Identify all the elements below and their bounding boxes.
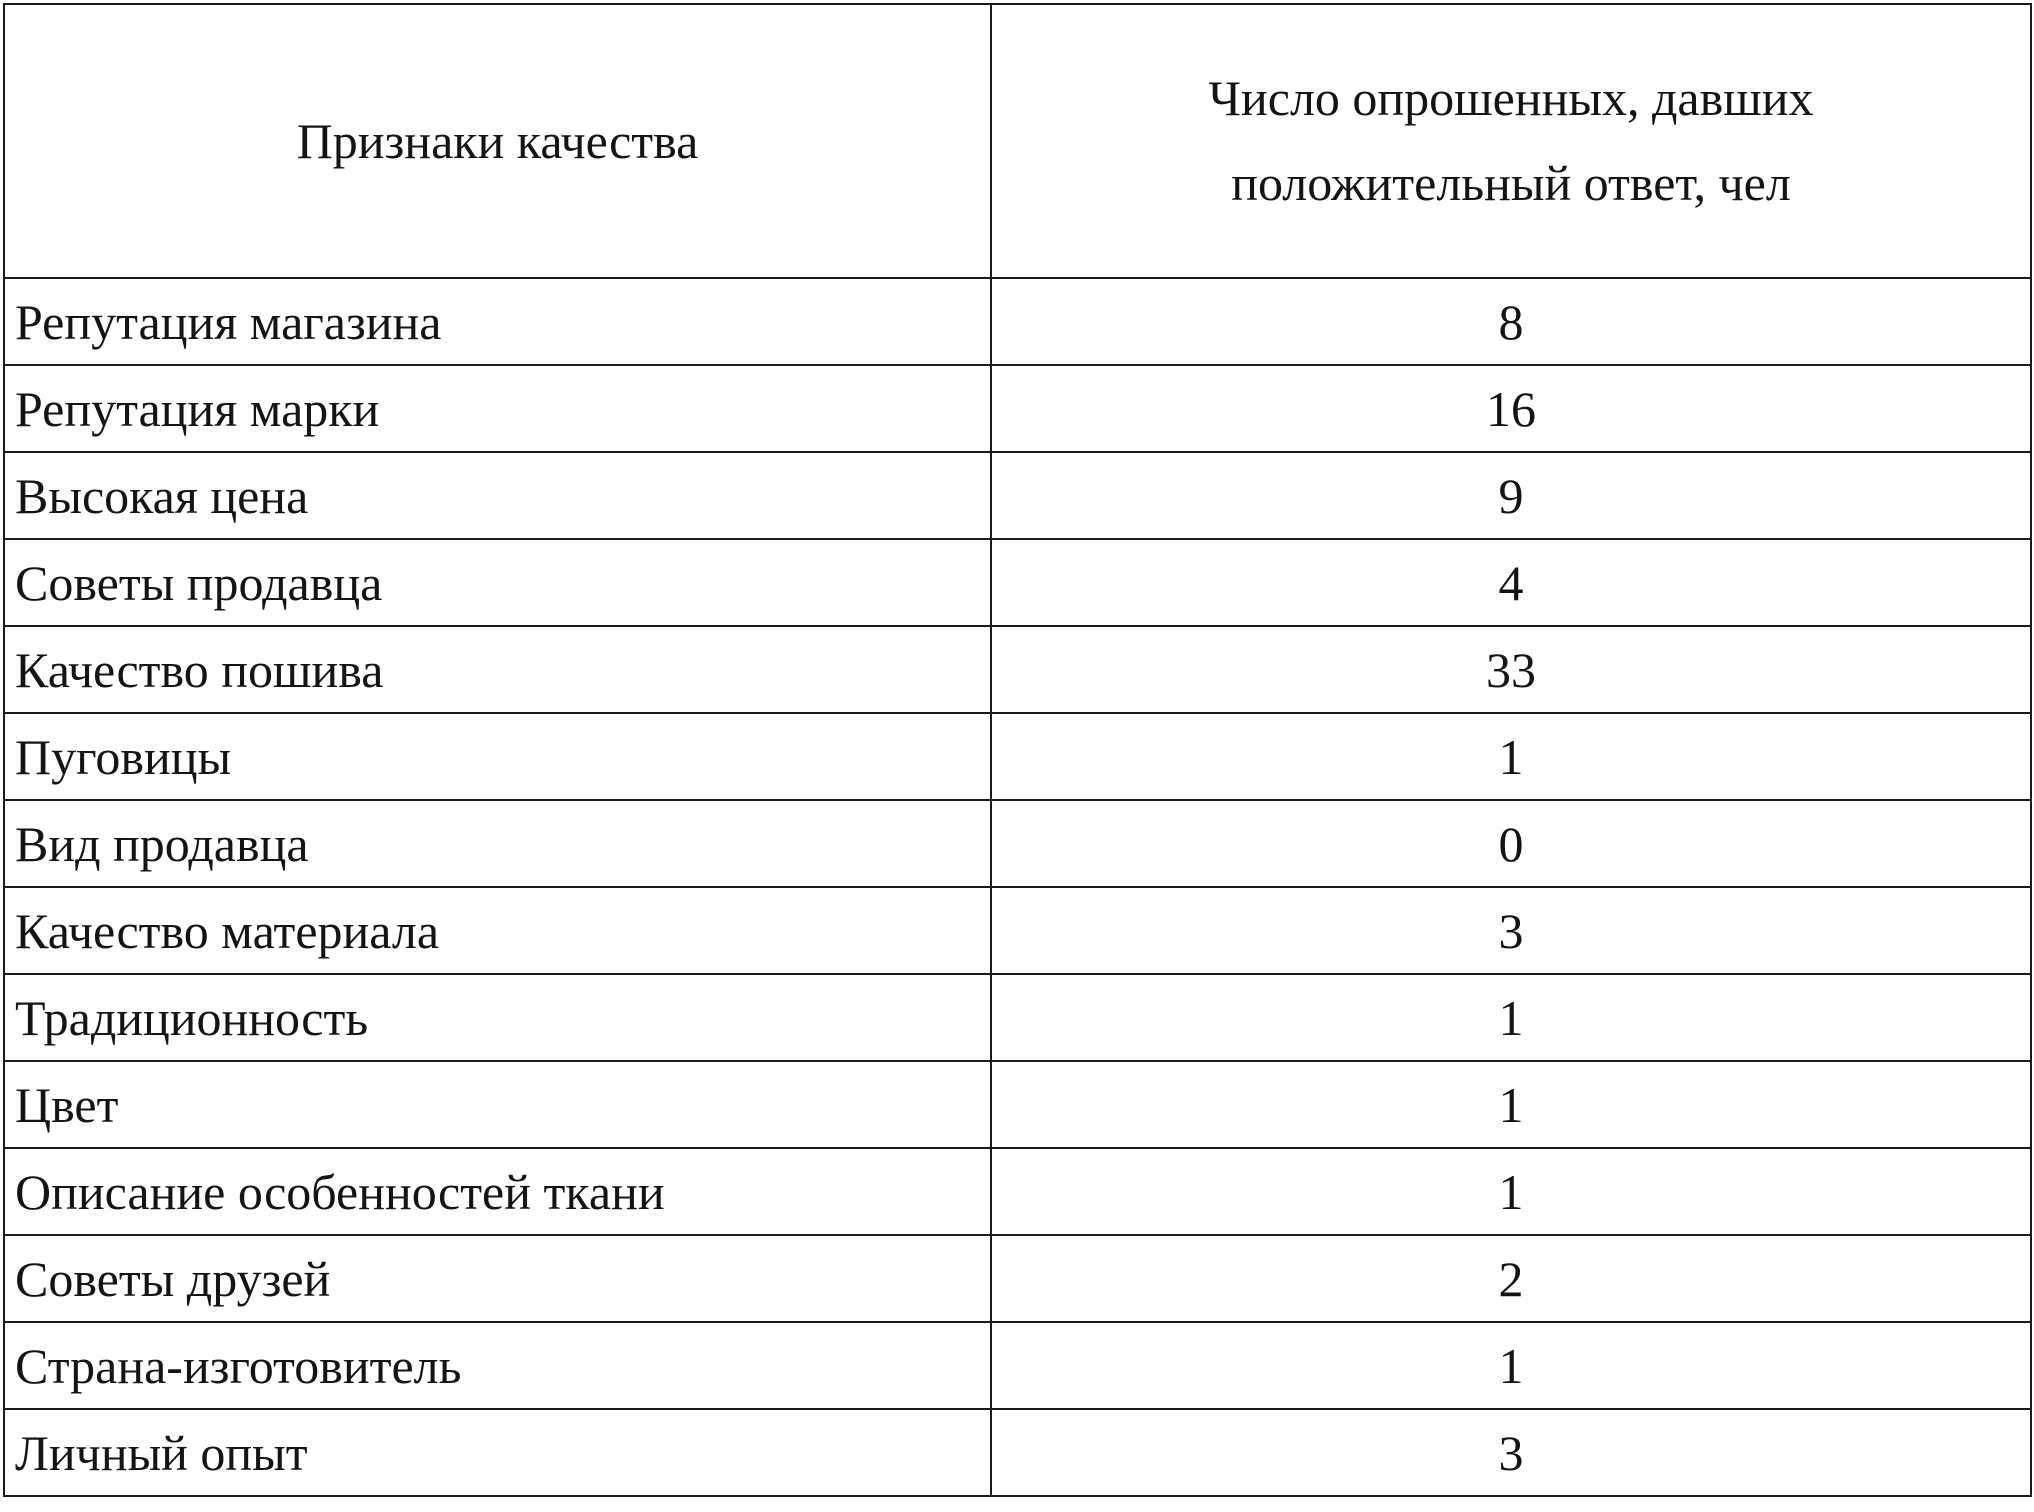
table-row xyxy=(4,887,2031,974)
count-cell: 33 xyxy=(991,626,2031,713)
quality-attributes-table xyxy=(3,3,2032,1497)
table-row xyxy=(4,539,2031,626)
attribute-cell: Страна-изготовитель xyxy=(4,1322,991,1409)
attribute-cell: Репутация магазина xyxy=(4,278,991,365)
count-cell: 3 xyxy=(991,1409,2031,1496)
attribute-cell: Высокая цена xyxy=(4,452,991,539)
attribute-cell: Личный опыт xyxy=(4,1409,991,1496)
attribute-cell: Вид продавца xyxy=(4,800,991,887)
attribute-cell: Советы друзей xyxy=(4,1235,991,1322)
table-row xyxy=(4,278,2031,365)
count-cell: 1 xyxy=(991,1148,2031,1235)
attribute-cell: Качество пошива xyxy=(4,626,991,713)
table-row xyxy=(4,1235,2031,1322)
count-cell: 2 xyxy=(991,1235,2031,1322)
attribute-cell: Качество материала xyxy=(4,887,991,974)
count-cell: 1 xyxy=(991,1061,2031,1148)
count-cell: 8 xyxy=(991,278,2031,365)
table-row xyxy=(4,1322,2031,1409)
attribute-cell: Описание особенностей ткани xyxy=(4,1148,991,1235)
attribute-cell: Цвет xyxy=(4,1061,991,1148)
header-respondent-count xyxy=(991,4,2031,278)
attribute-cell: Традиционность xyxy=(4,974,991,1061)
count-cell: 9 xyxy=(991,452,2031,539)
header-respondent-count-text: Число опрошенных, давших положительный ответ, чел xyxy=(1208,70,1814,211)
attribute-cell: Советы продавца xyxy=(4,539,991,626)
table-row xyxy=(4,800,2031,887)
count-cell: 0 xyxy=(991,800,2031,887)
count-cell: 16 xyxy=(991,365,2031,452)
header-quality-attributes: Признаки качества xyxy=(4,4,991,278)
attribute-cell: Репутация марки xyxy=(4,365,991,452)
table-row xyxy=(4,974,2031,1061)
count-cell: 4 xyxy=(991,539,2031,626)
table-row xyxy=(4,452,2031,539)
count-cell: 1 xyxy=(991,1322,2031,1409)
attribute-cell: Пуговицы xyxy=(4,713,991,800)
table-row xyxy=(4,713,2031,800)
table-row xyxy=(4,1148,2031,1235)
count-cell: 1 xyxy=(991,713,2031,800)
table-header-row xyxy=(4,4,2031,278)
table-row xyxy=(4,1409,2031,1496)
table-row xyxy=(4,1061,2031,1148)
count-cell: 1 xyxy=(991,974,2031,1061)
table-row xyxy=(4,365,2031,452)
table-row xyxy=(4,626,2031,713)
count-cell: 3 xyxy=(991,887,2031,974)
